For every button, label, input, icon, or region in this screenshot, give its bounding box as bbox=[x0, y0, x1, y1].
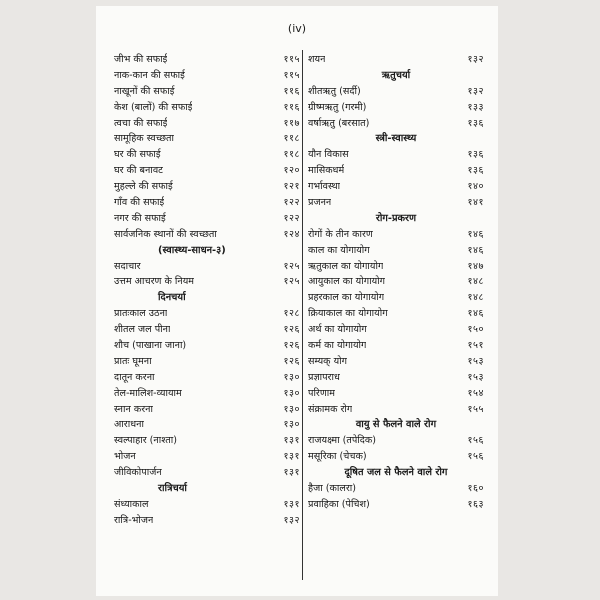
toc-entry-page: ११६ bbox=[283, 85, 300, 97]
toc-entry bbox=[308, 481, 484, 497]
toc-entry bbox=[308, 195, 484, 211]
toc-entry bbox=[114, 84, 300, 100]
toc-entry bbox=[114, 131, 300, 147]
toc-entry bbox=[114, 163, 300, 179]
toc-entry-page: १५६ bbox=[467, 451, 484, 463]
toc-entry-page: १३१ bbox=[283, 435, 300, 447]
toc-entry bbox=[308, 84, 484, 100]
toc-entry-page: १३१ bbox=[283, 498, 300, 510]
toc-entry-page: १४८ bbox=[467, 292, 484, 304]
toc-entry-title: भोजन bbox=[114, 451, 136, 463]
toc-entry-page: १३२ bbox=[467, 53, 484, 65]
toc-entry-title: सार्वजनिक स्थानों की स्वच्छता bbox=[114, 228, 217, 240]
toc-entry bbox=[308, 497, 484, 513]
toc-entry-title: ऋतुकाल का योगायोग bbox=[308, 260, 384, 272]
toc-entry-title: जीविकोपार्जन bbox=[114, 467, 162, 479]
toc-entry-title: कर्म का योगायोग bbox=[308, 340, 367, 352]
toc-entry bbox=[308, 322, 484, 338]
toc-entry-page: १६० bbox=[467, 483, 484, 495]
toc-entry-title: प्रजनन bbox=[308, 197, 332, 208]
toc-entry-title: परिणाम bbox=[308, 387, 336, 399]
toc-entry-page: १२५ bbox=[283, 276, 300, 288]
page-number: (iv) bbox=[287, 22, 307, 35]
section-heading: ऋतुचर्या bbox=[381, 69, 411, 81]
toc-entry-page: १३२ bbox=[467, 85, 484, 97]
toc-entry-page: १२१ bbox=[283, 181, 300, 193]
toc-entry-title: गर्भावस्था bbox=[308, 181, 341, 193]
toc-entry-title: नाखूनों की सफाई bbox=[114, 85, 175, 97]
toc-entry-title: हैजा (कालरा) bbox=[308, 483, 356, 495]
toc-entry-title: मुहल्ले की सफाई bbox=[114, 181, 173, 193]
toc-entry bbox=[308, 433, 484, 449]
toc-entry-page: १२२ bbox=[283, 212, 300, 224]
toc-entry bbox=[114, 433, 300, 449]
toc-entry-title: प्रातःकाल उठना bbox=[114, 308, 168, 320]
section-heading: रोग-प्रकरण bbox=[375, 212, 417, 224]
toc-entry-page: १४६ bbox=[467, 244, 484, 256]
toc-entry-page: ११७ bbox=[283, 117, 300, 129]
toc-entry bbox=[114, 402, 300, 418]
toc-entry-page: १४६ bbox=[467, 228, 484, 240]
toc-entry-page: १३६ bbox=[467, 117, 484, 129]
toc-entry-title: प्रवाहिका (पेचिश) bbox=[308, 498, 370, 510]
book-page bbox=[96, 6, 498, 596]
toc-entry bbox=[308, 243, 484, 259]
toc-entry-page: १२६ bbox=[283, 340, 300, 352]
toc-entry bbox=[308, 354, 484, 370]
toc-entry-page: १५४ bbox=[467, 387, 484, 399]
toc-entry-page: १३० bbox=[283, 403, 300, 415]
toc-entry bbox=[114, 338, 300, 354]
toc-entry bbox=[114, 322, 300, 338]
toc-entry-title: प्रज्ञापराध bbox=[308, 371, 340, 383]
toc-entry-page: १५३ bbox=[467, 355, 484, 367]
toc-entry-title: सामूहिक स्वच्छता bbox=[114, 133, 174, 145]
toc-entry-title: दातून करना bbox=[114, 371, 155, 383]
toc-entry-title: आराधना bbox=[114, 419, 144, 431]
toc-entry bbox=[308, 274, 484, 290]
toc-entry-page: १३० bbox=[283, 387, 300, 399]
toc-entry-title: प्रहरकाल का योगायोग bbox=[308, 292, 385, 304]
toc-entry bbox=[308, 449, 484, 465]
toc-entry-title: आयुकाल का योगायोग bbox=[308, 276, 386, 288]
toc-entry-title: गाँव की सफाई bbox=[114, 197, 165, 208]
toc-entry-title: केश (बालों) की सफाई bbox=[114, 101, 193, 113]
toc-entry bbox=[114, 274, 300, 290]
toc-entry-page: १५१ bbox=[467, 340, 484, 352]
toc-entry bbox=[114, 195, 300, 211]
toc-entry-page: १२२ bbox=[283, 197, 300, 208]
toc-entry bbox=[308, 100, 484, 116]
toc-entry-page: १२५ bbox=[283, 260, 300, 272]
toc-entry-page: १३० bbox=[283, 419, 300, 431]
toc-entry bbox=[114, 306, 300, 322]
toc-entry-title: सम्यक् योग bbox=[308, 355, 348, 367]
toc-entry-title: सदाचार bbox=[114, 260, 141, 272]
toc-entry-title: उत्तम आचरण के नियम bbox=[114, 276, 195, 288]
toc-entry-page: १३२ bbox=[283, 514, 300, 526]
toc-entry-title: शीतऋतु (सर्दी) bbox=[308, 85, 361, 97]
toc-entry-page: १३० bbox=[283, 371, 300, 383]
toc-entry-title: राजयक्ष्मा (तपेदिक) bbox=[308, 435, 376, 447]
toc-entry-title: तेल-मालिश-व्यायाम bbox=[114, 387, 182, 399]
toc-entry-page: १४७ bbox=[467, 260, 484, 272]
toc-entry bbox=[114, 179, 300, 195]
toc-entry-title: ग्रीष्मऋतु (गरमी) bbox=[308, 101, 367, 113]
toc-entry-page: १४० bbox=[467, 181, 484, 193]
toc-entry bbox=[308, 259, 484, 275]
toc-entry-title: शयन bbox=[308, 53, 326, 65]
toc-entry-page: ११५ bbox=[283, 53, 300, 65]
toc-entry-title: वर्षाऋतु (बरसात) bbox=[308, 117, 370, 129]
toc-entry-page: १३१ bbox=[283, 451, 300, 463]
toc-entry-page: १३६ bbox=[467, 165, 484, 177]
toc-entry bbox=[114, 386, 300, 402]
toc-entry-title: नाक-कान की सफाई bbox=[114, 69, 185, 81]
toc-entry bbox=[308, 290, 484, 306]
toc-entry-page: १५० bbox=[467, 324, 484, 336]
toc-entry bbox=[308, 370, 484, 386]
toc-entry-page: १५५ bbox=[467, 403, 484, 415]
toc-entry-page: १३१ bbox=[283, 467, 300, 479]
toc-entry bbox=[114, 513, 300, 529]
toc-entry bbox=[308, 147, 484, 163]
section-heading: रात्रिचर्या bbox=[158, 483, 187, 495]
toc-entry-title: काल का योगायोग bbox=[308, 244, 370, 256]
toc-entry-title: स्नान करना bbox=[114, 403, 153, 415]
toc-entry bbox=[114, 147, 300, 163]
toc-entry bbox=[308, 179, 484, 195]
toc-entry-title: मासिकधर्म bbox=[308, 165, 345, 177]
toc-entry bbox=[308, 386, 484, 402]
toc-entry-page: १५६ bbox=[467, 435, 484, 447]
toc-entry-title: जीभ की सफाई bbox=[114, 53, 168, 65]
toc-entry bbox=[114, 465, 300, 481]
toc-entry bbox=[308, 227, 484, 243]
toc-entry bbox=[114, 227, 300, 243]
toc-entry-page: १४१ bbox=[467, 197, 484, 208]
toc-entry bbox=[114, 100, 300, 116]
toc-entry bbox=[114, 449, 300, 465]
toc-entry-page: १२८ bbox=[283, 308, 300, 320]
section-heading: स्त्री-स्वास्थ्य bbox=[375, 133, 417, 145]
toc-entry-title: संक्रामक रोग bbox=[308, 403, 353, 415]
toc-entry-title: अर्थ का योगायोग bbox=[308, 324, 367, 336]
toc-entry bbox=[114, 370, 300, 386]
toc-entry-title: मसूरिका (चेचक) bbox=[308, 451, 367, 463]
toc-entry bbox=[308, 116, 484, 132]
toc-entry bbox=[308, 306, 484, 322]
toc-entry bbox=[114, 497, 300, 513]
toc-entry bbox=[114, 211, 300, 227]
toc-entry-page: १२० bbox=[283, 165, 300, 177]
toc-entry-page: ११६ bbox=[283, 101, 300, 113]
toc-entry-page: १३६ bbox=[467, 149, 484, 161]
toc-entry-page: १४८ bbox=[467, 276, 484, 288]
section-heading: दिनचर्या bbox=[158, 292, 186, 304]
toc-entry bbox=[114, 52, 300, 68]
toc-entry bbox=[308, 338, 484, 354]
toc-entry-page: ११८ bbox=[283, 149, 300, 161]
section-heading: वायु से फैलने वाले रोग bbox=[355, 419, 437, 431]
toc-entry-title: त्वचा की सफाई bbox=[114, 117, 168, 129]
toc-entry-title: संध्याकाल bbox=[114, 498, 149, 510]
section-heading: दूषित जल से फैलने वाले रोग bbox=[344, 467, 448, 479]
toc-entry-page: १५३ bbox=[467, 371, 484, 383]
toc-entry-title: शीतल जल पीना bbox=[114, 324, 171, 336]
section-heading: (स्वास्थ्य-साधन-३) bbox=[158, 244, 226, 256]
toc-entry-title: रोगों के तीन कारण bbox=[308, 228, 373, 240]
toc-entry bbox=[114, 68, 300, 84]
toc-entry bbox=[114, 116, 300, 132]
toc-left-column bbox=[114, 52, 300, 529]
toc-entry-page: १२४ bbox=[283, 228, 300, 240]
toc-entry-title: क्रियाकाल का योगायोग bbox=[308, 308, 388, 320]
toc-entry bbox=[114, 259, 300, 275]
toc-entry-page: ११८ bbox=[283, 133, 300, 145]
toc-entry-page: ११५ bbox=[283, 69, 300, 81]
toc-entry-title: प्रातः घूमना bbox=[114, 355, 152, 367]
toc-entry-title: घर की सफाई bbox=[114, 149, 161, 161]
toc-entry bbox=[308, 163, 484, 179]
toc-entry-page: १६३ bbox=[467, 498, 484, 510]
toc-entry-title: स्वल्पाहार (नाश्ता) bbox=[114, 435, 177, 447]
toc-entry-page: १४६ bbox=[467, 308, 484, 320]
toc-entry bbox=[308, 402, 484, 418]
toc-right-column bbox=[308, 52, 484, 513]
toc-entry-page: १२६ bbox=[283, 324, 300, 336]
toc-entry-title: नगर की सफाई bbox=[114, 212, 166, 224]
toc-entry bbox=[114, 417, 300, 433]
toc-entry-title: यौन विकास bbox=[308, 149, 349, 161]
toc-entry bbox=[114, 354, 300, 370]
toc-entry-page: १३३ bbox=[467, 101, 484, 113]
column-divider bbox=[302, 50, 303, 580]
toc-entry-page: १२६ bbox=[283, 355, 300, 367]
toc-entry bbox=[308, 52, 484, 68]
toc-entry-title: रात्रि-भोजन bbox=[114, 514, 154, 526]
toc-entry-title: शौच (पाखाना जाना) bbox=[114, 340, 187, 352]
toc-entry-title: घर की बनावट bbox=[114, 165, 164, 177]
